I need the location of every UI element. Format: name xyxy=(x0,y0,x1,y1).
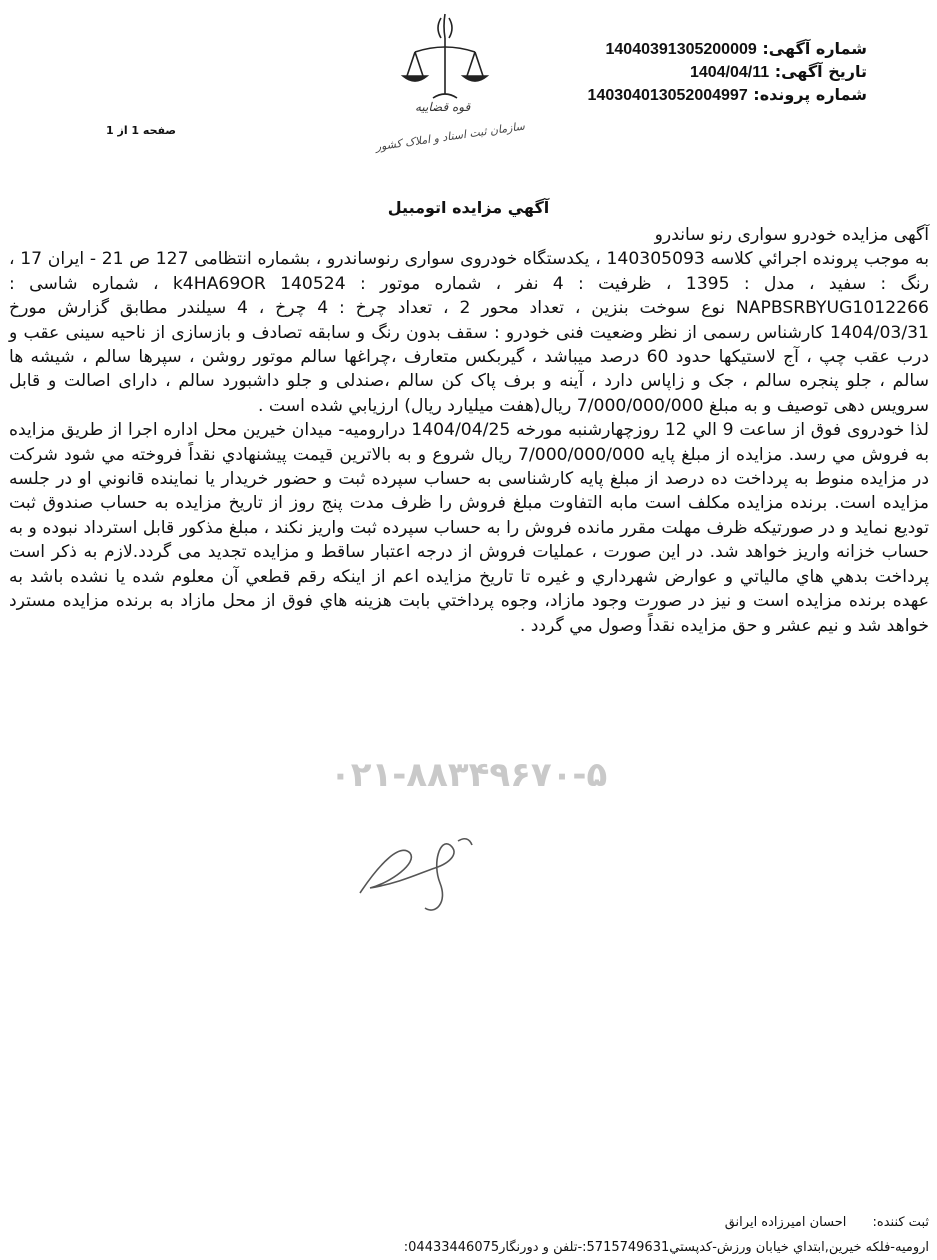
watermark-phone: ۰۲۱-۸۸۳۴۹۶۷۰-۵ xyxy=(330,755,608,795)
office-address: ارومیه-فلکه خیرین,ابتداي خيابان ورزش-كدپستي5715749631:-تلفن و دورنگار04433446075: xyxy=(403,1240,929,1255)
intro-line: آگهی مزایده خودرو سواری رنو ساندرو xyxy=(654,225,929,245)
ad-date-label: تاریخ آگهی: xyxy=(774,62,867,81)
file-number: 140304013052004997 xyxy=(587,87,748,104)
registrant-label: ثبت کننده: xyxy=(872,1215,929,1230)
file-number-row xyxy=(588,84,867,107)
file-number-label: شماره پرونده: xyxy=(753,85,867,104)
page-info: صفحه 1 از 1 xyxy=(106,124,177,137)
ad-number-row xyxy=(588,38,867,61)
auction-body xyxy=(9,223,929,638)
judiciary-caption: قوه قضاییه xyxy=(415,100,471,114)
signature-image xyxy=(340,823,510,918)
auction-terms-paragraph: لذا خودروی فوق از ساعت 9 الي 12 روزچهارشنبه مورخه 1404/04/25 درارومیه- میدان خیرین محل اداره اجرا از طريق مزايده به فروش مي رسد. مزايده از مبلغ پايه 7/000/000/000 ريال شروع و به بالاترين قيمت پيشنهادي نقداً فروخته مي شود شرکت در مزایده منوط به پرداخت ده درصد از مبلغ پایه کارشناسی به حساب سپرده ثبت و حضور خريدار يا نماينده قانوني او در جلسه مزايده است. برنده مزايده مكلف است مابه التفاوت مبلغ فروش را ظرف مدت پنج روز از تاريخ مزايده به حساب صندوق ثبت توديع نمايد و در صورتيكه ظرف مهلت مقرر مانده فروش را به حساب سپرده ثبت واريز نكند ، مبلغ مذكور قابل استرداد نبوده و به حساب خزانه واريز خواهد شد. در اين صورت ، عمليات فروش از درجه اعتبار ساقط و مزايده تجديد مى گردد.لازم به ذكر است پرداخت بدهي هاي مالياتي و عوارض شهرداري و غيره تا تاريخ مزايده اعم از اينكه رقم قطعي آن معلوم شده يا نشده باشد به عهده برنده مزايده است و نيز در صورت وجود مازاد، وجوه پرداختي بابت هزينه هاي فوق از محل مازاد به برنده مزايده مسترد خواهد شد و نيم عشر و حق مزايده نقداً وصول مي گردد . xyxy=(9,420,930,636)
ad-date-row xyxy=(588,61,867,84)
ad-number: 14040391305200009 xyxy=(605,41,757,58)
registrant-row xyxy=(725,1215,929,1230)
ad-number-label: شماره آگهی: xyxy=(762,39,867,58)
ad-meta-block xyxy=(588,38,867,107)
ad-date: 1404/04/11 xyxy=(689,64,770,81)
registration-org-caption: سازمان ثبت اسناد و املاک کشور xyxy=(374,119,526,154)
vehicle-description-paragraph: به موجب پرونده اجرائي كلاسه 140305093 ، یکدستگاه خودروی سواری رنوساندرو ، بشماره انتظامی 127 ص 21 - ایران 17 ، رنگ : سفید ، مدل : 1395 ، ظرفیت : 4 نفر ، شماره موتور : k4HA69OR 140524 ، شماره شاسی : NAPBSRBYUG1012266 نوع سوخت بنزین ، تعداد محور 2 ، تعداد چرخ : 4 چرخ ، 4 سیلندر مطابق گزارش مورخ 1404/03/31 کارشناس رسمی از نظر وضعیت فنی خودرو : سقف بدون رنگ و سابقه تصادف و بازسازی از ناحیه سینی عقب و درب عقب چپ ، آج لاستیکها حدود 60 درصد میباشد ، گیربکس متعارف ،چراغها سالم موتور روشن ، سپرها سالم ، شیشه ها سالم ، جلو پنجره سالم ، جک و زاپاس دارد ، آینه و برف پاک کن سالم ،صندلی و جلو داشبورد سالم ، دارای اصالت و قابل سرویس دهی توصیف و به مبلغ 7/000/000/000 ريال(هفت میلیارد ريال) ارزيابي شده است . xyxy=(9,249,930,416)
document-title: آگهي مزايده اتومبيل xyxy=(387,198,550,217)
registrant-name: احسان امیرزاده ایرانق xyxy=(724,1215,847,1230)
